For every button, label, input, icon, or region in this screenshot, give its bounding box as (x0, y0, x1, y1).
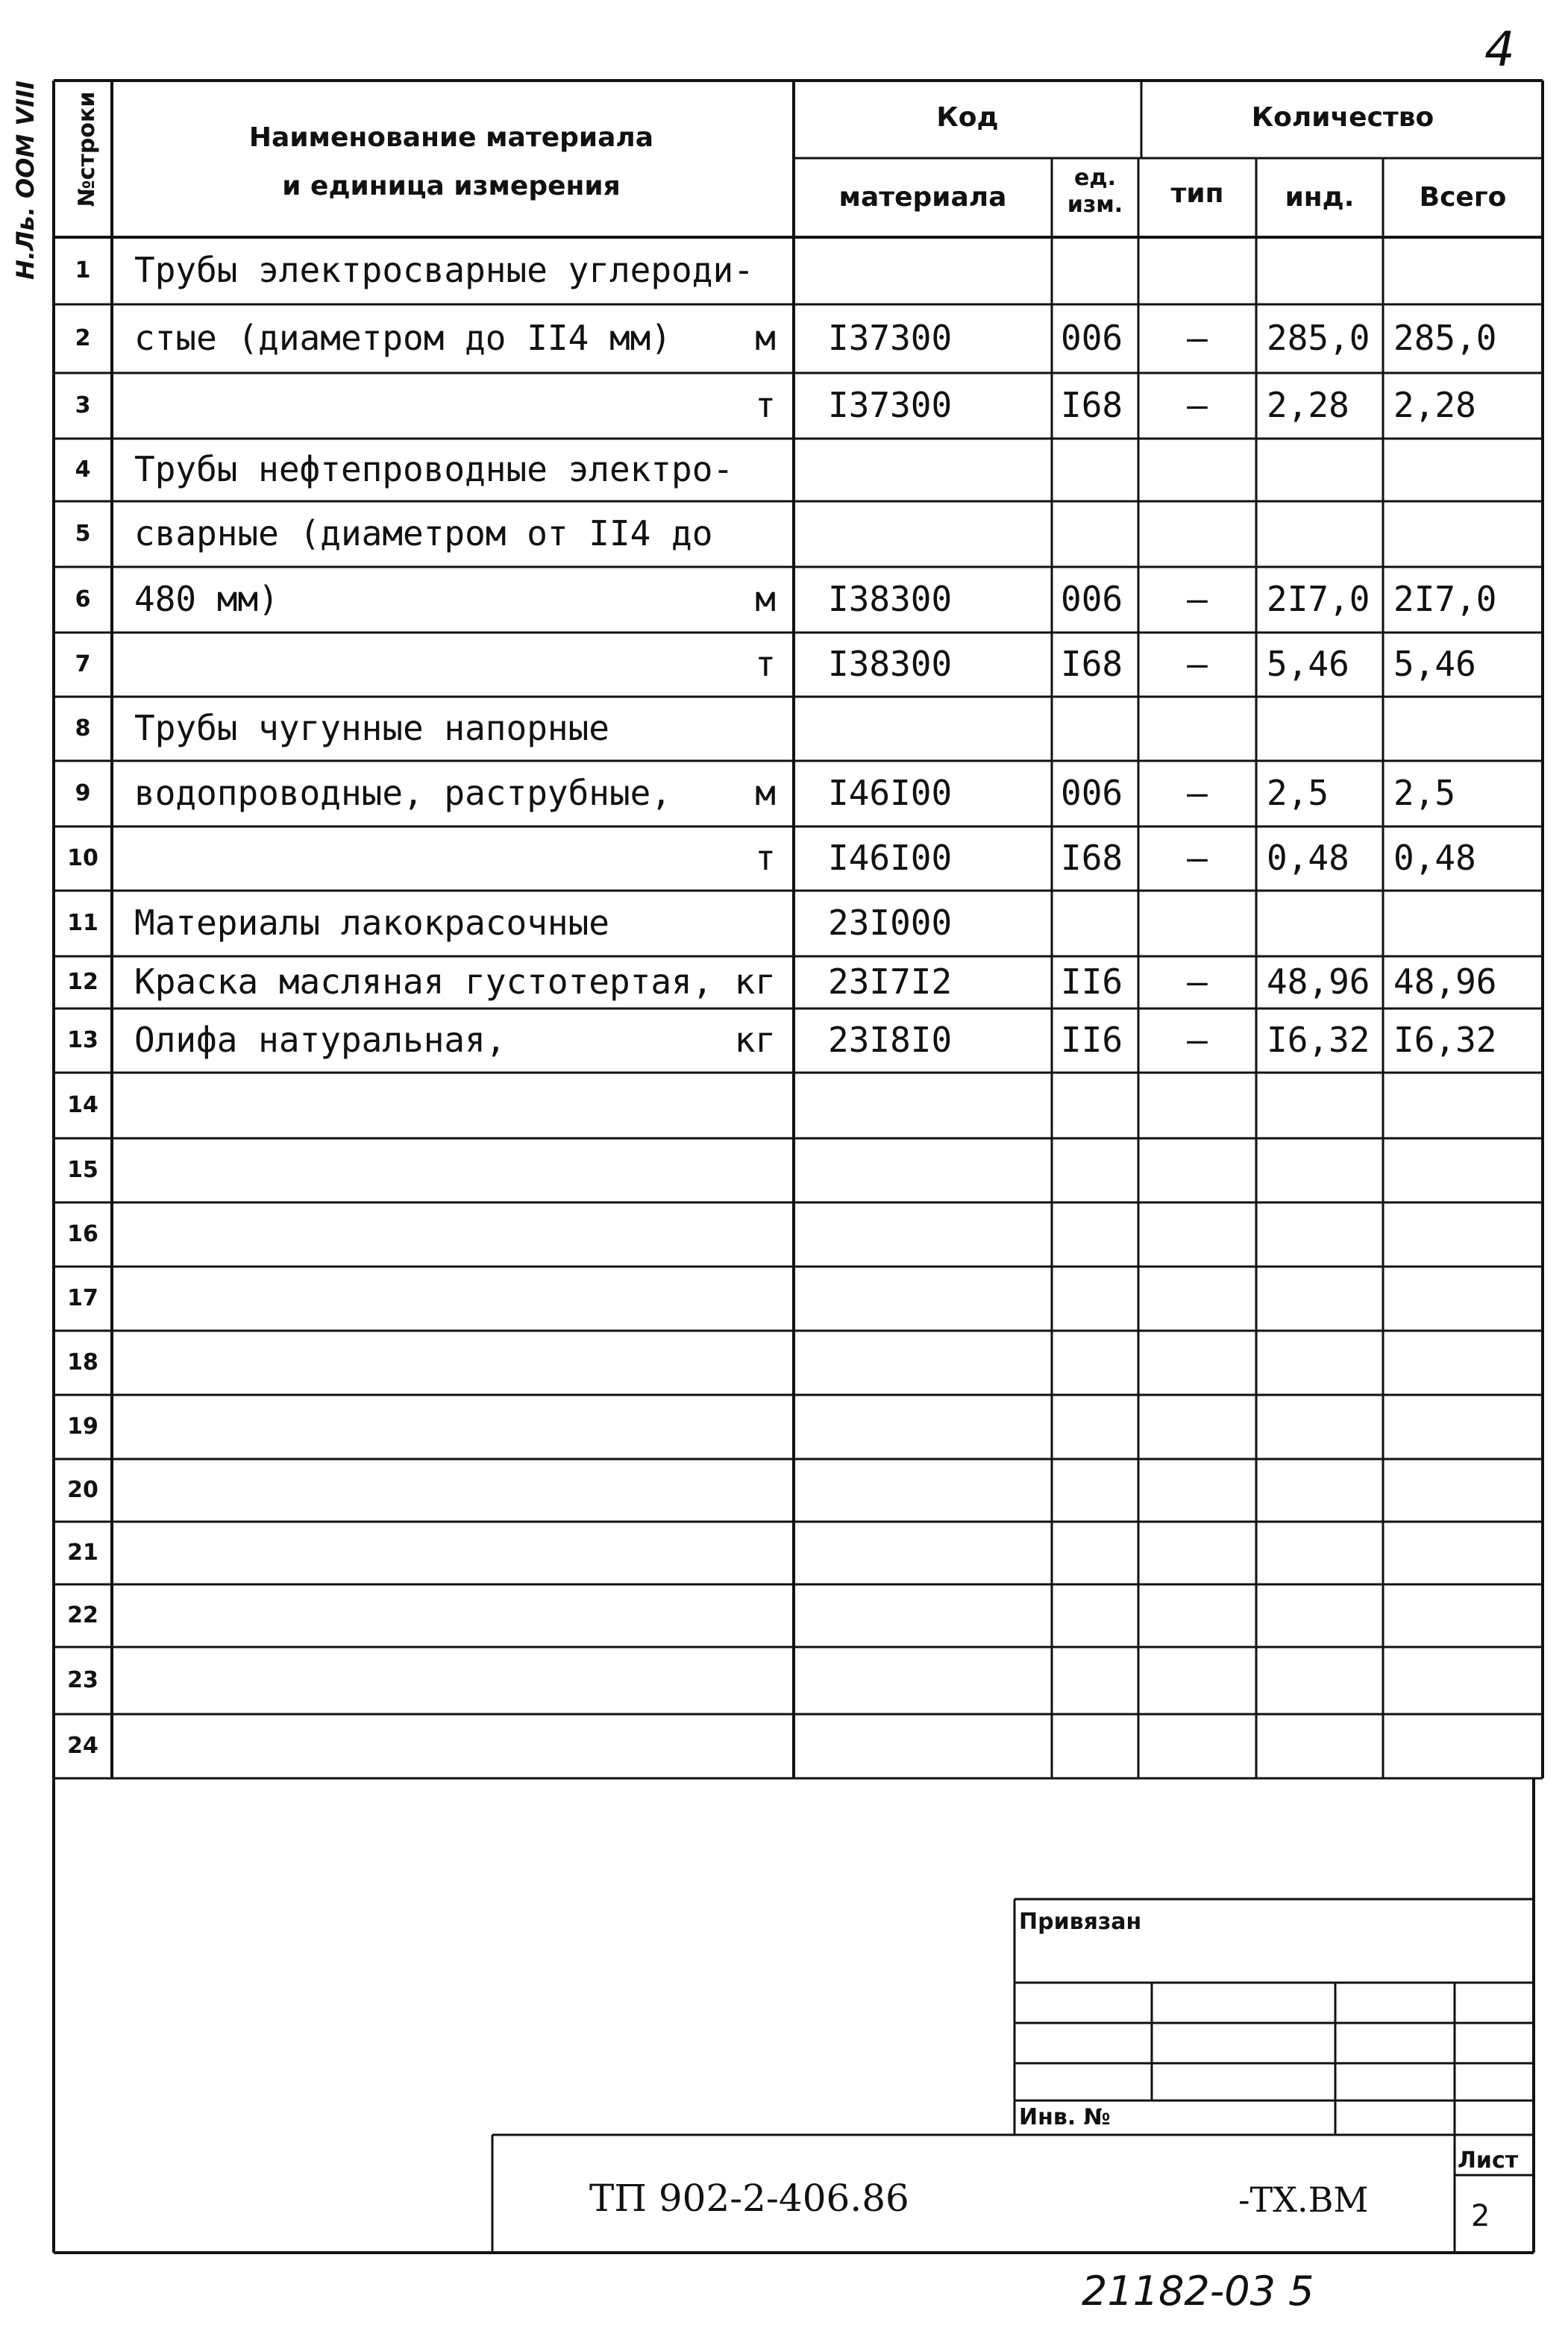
row-ind: 2I7,0 (1267, 579, 1370, 619)
header-type: тип (1170, 178, 1224, 209)
row-type: – (1187, 961, 1208, 1002)
row-type: – (1187, 318, 1208, 358)
row-name: сварные (диаметром от II4 до (134, 513, 713, 553)
page-number: 4 (1484, 22, 1515, 78)
row-unit-letter: т (755, 838, 776, 878)
row-number: 9 (75, 780, 91, 806)
row-total: I6,32 (1393, 1020, 1497, 1060)
row-number: 2 (75, 325, 91, 351)
row-code: I46I00 (828, 838, 953, 878)
row-number: 16 (67, 1221, 98, 1247)
row-number: 3 (75, 392, 91, 418)
row-unit-code: 006 (1061, 773, 1123, 813)
header-quantity: Количество (1251, 102, 1434, 133)
row-number: 6 (75, 586, 91, 612)
row-name: Трубы электросварные углероди- (134, 250, 754, 290)
row-number: 21 (67, 1540, 98, 1566)
row-number: 18 (67, 1349, 98, 1375)
row-name: Материалы лакокрасочные (134, 903, 609, 943)
row-unit-letter: м (755, 773, 776, 813)
stamp-doc-suffix: -ТХ.ВМ (1238, 2180, 1369, 2220)
row-code: I38300 (828, 579, 953, 619)
row-code: 23I7I2 (828, 961, 953, 1002)
footer-code: 21182-03 5 (1082, 2268, 1314, 2315)
row-type: – (1187, 579, 1208, 619)
row-type: – (1187, 385, 1208, 425)
row-unit-letter: т (755, 385, 776, 425)
row-ind: 5,46 (1267, 644, 1349, 684)
row-number: 19 (67, 1414, 98, 1440)
row-ind: 2,28 (1267, 385, 1349, 425)
row-number: 5 (75, 521, 91, 547)
row-number: 13 (67, 1027, 98, 1053)
header-material: материала (838, 182, 1007, 213)
row-code: I37300 (828, 318, 953, 358)
row-total: 48,96 (1393, 961, 1497, 1002)
stamp-inv-no: Инв. № (1019, 2104, 1111, 2130)
row-number: 8 (75, 715, 91, 741)
row-number: 23 (67, 1667, 98, 1693)
header-row-no: №строки (74, 91, 100, 207)
row-unit-letter: т (755, 644, 776, 684)
stamp-sheet-label: Лист (1458, 2148, 1519, 2174)
header-unit-line1: ед. (1074, 165, 1116, 191)
row-unit-code: 006 (1061, 318, 1123, 358)
header-total: Всего (1419, 182, 1507, 213)
row-number: 22 (67, 1602, 98, 1628)
row-type: – (1187, 773, 1208, 813)
side-note: Н.Ль. ООМ VIII (11, 81, 40, 280)
row-total: 2,28 (1393, 385, 1476, 425)
row-unit-code: II6 (1061, 961, 1123, 1002)
row-total: 285,0 (1393, 318, 1497, 358)
row-ind: 48,96 (1267, 961, 1370, 1002)
row-unit-code: I68 (1061, 644, 1123, 684)
row-code: I46I00 (828, 773, 953, 813)
row-name: 480 мм) (134, 579, 279, 619)
stamp-bound: Привязан (1019, 1909, 1142, 1935)
header-unit-line2: изм. (1067, 192, 1123, 218)
row-number: 17 (67, 1285, 98, 1311)
row-unit-code: II6 (1061, 1020, 1123, 1060)
row-unit-letter: м (755, 318, 776, 358)
row-total: 0,48 (1393, 838, 1476, 878)
row-unit-code: I68 (1061, 385, 1123, 425)
header-code: Код (936, 102, 999, 133)
row-total: 2I7,0 (1393, 579, 1497, 619)
row-type: – (1187, 838, 1208, 878)
row-total: 5,46 (1393, 644, 1476, 684)
row-type: – (1187, 1020, 1208, 1060)
header-name-line1: Наименование материала (248, 122, 654, 153)
header-name-line2: и единица измерения (282, 171, 621, 201)
row-total: 2,5 (1393, 773, 1456, 813)
row-ind: I6,32 (1267, 1020, 1370, 1060)
header-ind: инд. (1285, 182, 1355, 213)
row-unit-letter: м (755, 579, 776, 619)
stamp-sheet-number: 2 (1471, 2199, 1490, 2233)
row-type: – (1187, 644, 1208, 684)
row-unit-code: I68 (1061, 838, 1123, 878)
row-ind: 0,48 (1267, 838, 1349, 878)
row-ind: 2,5 (1267, 773, 1329, 813)
row-code: I38300 (828, 644, 953, 684)
row-name: стые (диаметром до II4 мм) (134, 318, 672, 358)
row-number: 20 (67, 1477, 98, 1503)
row-ind: 285,0 (1267, 318, 1370, 358)
row-name: водопроводные, раструбные, (134, 773, 672, 813)
row-number: 10 (67, 845, 98, 871)
stamp-doc-code: ТП 902-2-406.86 (589, 2177, 909, 2220)
row-code: 23I000 (828, 903, 953, 943)
row-unit-code: 006 (1061, 579, 1123, 619)
row-unit-letter: кг (734, 961, 776, 1002)
row-number: 14 (67, 1092, 98, 1118)
row-code: 23I8I0 (828, 1020, 953, 1060)
row-number: 15 (67, 1157, 98, 1183)
row-name: Олифа натуральная, (134, 1020, 507, 1060)
row-name: Трубы нефтепроводные электро- (134, 449, 734, 489)
row-name: Краска масляная густотертая, (134, 961, 713, 1002)
row-number: 24 (67, 1733, 98, 1759)
row-code: I37300 (828, 385, 953, 425)
row-number: 7 (75, 651, 91, 677)
row-number: 1 (75, 257, 91, 283)
row-number: 12 (67, 969, 98, 995)
row-number: 4 (75, 457, 91, 483)
row-number: 11 (67, 910, 98, 936)
row-unit-letter: кг (734, 1020, 776, 1060)
row-name: Трубы чугунные напорные (134, 708, 609, 748)
